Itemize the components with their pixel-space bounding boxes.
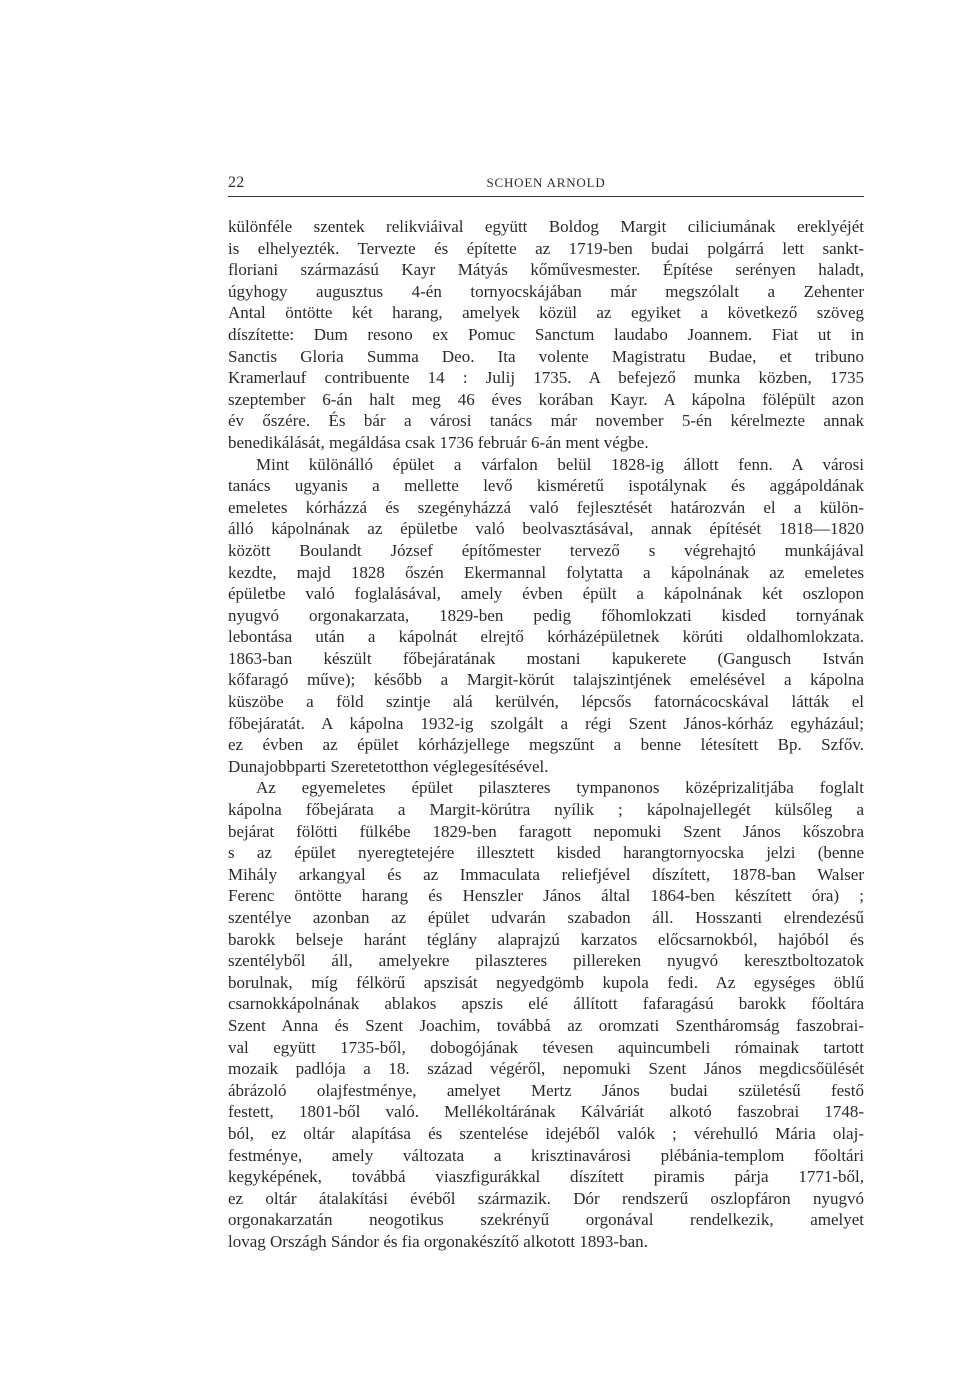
text-line: szeptember 6-án halt meg 46 éves korában Kayr. A kápolna fölépült azon [228,389,864,409]
text-line: különféle szentek relikviáival együtt Boldog Margit ciliciumának ereklyéjét [228,217,864,236]
text-line: festett, 1801-ből való. Mellékoltárának Kálváriát alkotó faszobrai 1748- [228,1102,864,1122]
body-text [228,216,864,1253]
paragraph-3 [228,777,864,1252]
text-line: álló kápolnának az épületbe való beolvasztásával, annak építését 1818—1820 [228,519,864,539]
text-line: benedikálását, megáldása csak 1736 február 6-án ment végbe. [228,432,649,452]
text-line: kegyképének, továbbá viaszfigurákkal díszített piramis párja 1771-ből, [228,1167,864,1187]
text-line: floriani származású Kayr Mátyás kőművesmester. Építése serényen haladt, [228,260,864,280]
text-line: nyugvó orgonakarzata, 1829-ben pedig főhomlokzati kisded tornyának [228,605,864,625]
text-line: lebontása után a kápolnát elrejtő kórházépületnek körúti oldalhomlokzata. [228,627,864,647]
text-line: bejárat fölötti fülkébe 1829-ben faragott nepomuki Szent János kőszobra [228,821,864,841]
text-line: ábrázoló olajfestménye, amelyet Mertz János budai születésű festő [228,1080,864,1100]
text-line: Ferenc öntötte harang és Henszler János által 1864-ben készített óra) ; [228,886,864,906]
text-line: Az egyemeletes épület pilaszteres tympanonos középrizalitjába foglalt [256,778,864,798]
paragraph-1 [228,216,864,454]
text-line: is elhelyezték. Tervezte és építette az 1719-ben budai polgárrá lett sankt- [228,238,864,258]
text-line: Mihály arkangyal és az Immaculata reliefjével díszített, 1878-ban Walser [228,864,864,884]
text-line: barokk belseje haránt téglány alaprajzú karzatos előcsarnokból, hajóból és [228,929,864,949]
text-line: kőfaragó műve); később a Margit-körút talajszintjének emelésével a kápolna [228,670,864,690]
text-line: Szent Anna és Szent Joachim, továbbá az oromzati Szentháromság faszobrai- [228,1015,864,1035]
text-line: festménye, amely változata a krisztinavárosi plébánia-templom főoltári [228,1145,864,1165]
text-line: borulnak, míg félkörű apszisát negyedgömb kupola fedi. Az egységes öblű [228,972,864,992]
text-line: lovag Országh Sándor és fia orgonakészítő alkotott 1893-ban. [228,1231,648,1251]
text-line: Dunajobbparti Szeretetotthon véglegesítésével. [228,756,549,776]
text-line: orgonakarzatán neogotikus szekrényű orgonával rendelkezik, amelyet [228,1210,864,1230]
paragraph-2 [228,454,864,778]
running-title: SCHOEN ARNOLD [486,175,606,190]
text-line: 1863-ban készült főbejáratának mostani kapukerete (Gangusch István [228,648,864,668]
text-line: díszítette: Dum resono ex Pomuc Sanctum laudabo Joannem. Fiat ut in [228,324,864,344]
text-line: év őszére. És bár a városi tanács már november 5-én kérelmezte annak [228,411,864,431]
text-line: Kramerlauf contribuente 14 : Julij 1735. A befejező munka közben, 1735 [228,368,864,388]
text-line: val együtt 1735-ből, dobogójának tévesen aquincumbeli rómainak tartott [228,1037,864,1057]
text-line: között Boulandt József építőmester tervező s végrehajtó munkájával [228,540,864,560]
text-line: szentélye azonban az épület udvarán szabadon áll. Hosszanti elrendezésű [228,908,864,927]
text-line: küszöbe a föld szintje alá kerülvén, lépcsős fatornácocskával látták el [228,692,864,712]
text-line: kápolna főbejárata a Margit-körútra nyílik ; kápolnajellegét külsőleg a [228,800,864,820]
text-line: Sanctis Gloria Summa Deo. Ita volente Magistratu Budae, et tribuno [228,346,864,366]
text-line: ból, ez oltár alapítása és szentelése idejéből valók ; vérehulló Mária olaj- [228,1123,864,1143]
text-line: ez oltár átalakítási évéből származik. Dór rendszerű oszlopfáron nyugvó [228,1188,864,1208]
text-line: Antal öntötte két harang, amelyek közül az egyiket a következő szöveg [228,303,864,323]
text-line: mozaik padlója a 18. század végéről, nepomuki Szent János megdicsőülését [228,1059,864,1079]
text-line: emeletes kórházzá és szegényházzá való fejlesztését határozván el a külön- [228,497,864,517]
text-line: épületbe való foglalásával, amely évben épült a kápolnának két oszlopon [228,584,864,604]
page-number: 22 [228,174,245,191]
text-line: Mint különálló épület a várfalon belül 1828-ig állott fenn. A városi [256,454,864,474]
text-line: ez évben az épület kórházjellege megszűnt a benne létesített Bp. Szfőv. [228,735,864,755]
text-line: tanács ugyanis a mellette levő kisméretű ispotálynak és aggápoldának [228,476,864,496]
text-line: kezdte, majd 1828 őszén Ekermannal folytatta a kápolnának az emeletes [228,562,864,582]
text-line: úgyhogy augusztus 4-én tornyocskájában már megszólalt a Zehenter [228,281,864,301]
running-header [228,174,864,197]
text-line: főbejáratát. A kápolna 1932-ig szolgált a régi Szent János-kórház egyházául; [228,713,864,733]
text-line: s az épület nyeregtetejére illesztett kisded harangtornyocska jelzi (benne [228,843,864,863]
text-line: szentélyből áll, amelyekre pilaszteres pillereken nyugvó keresztboltozatok [228,951,864,971]
text-line: csarnokkápolnának ablakos apszis elé állított fafaragású barokk főoltára [228,994,864,1014]
